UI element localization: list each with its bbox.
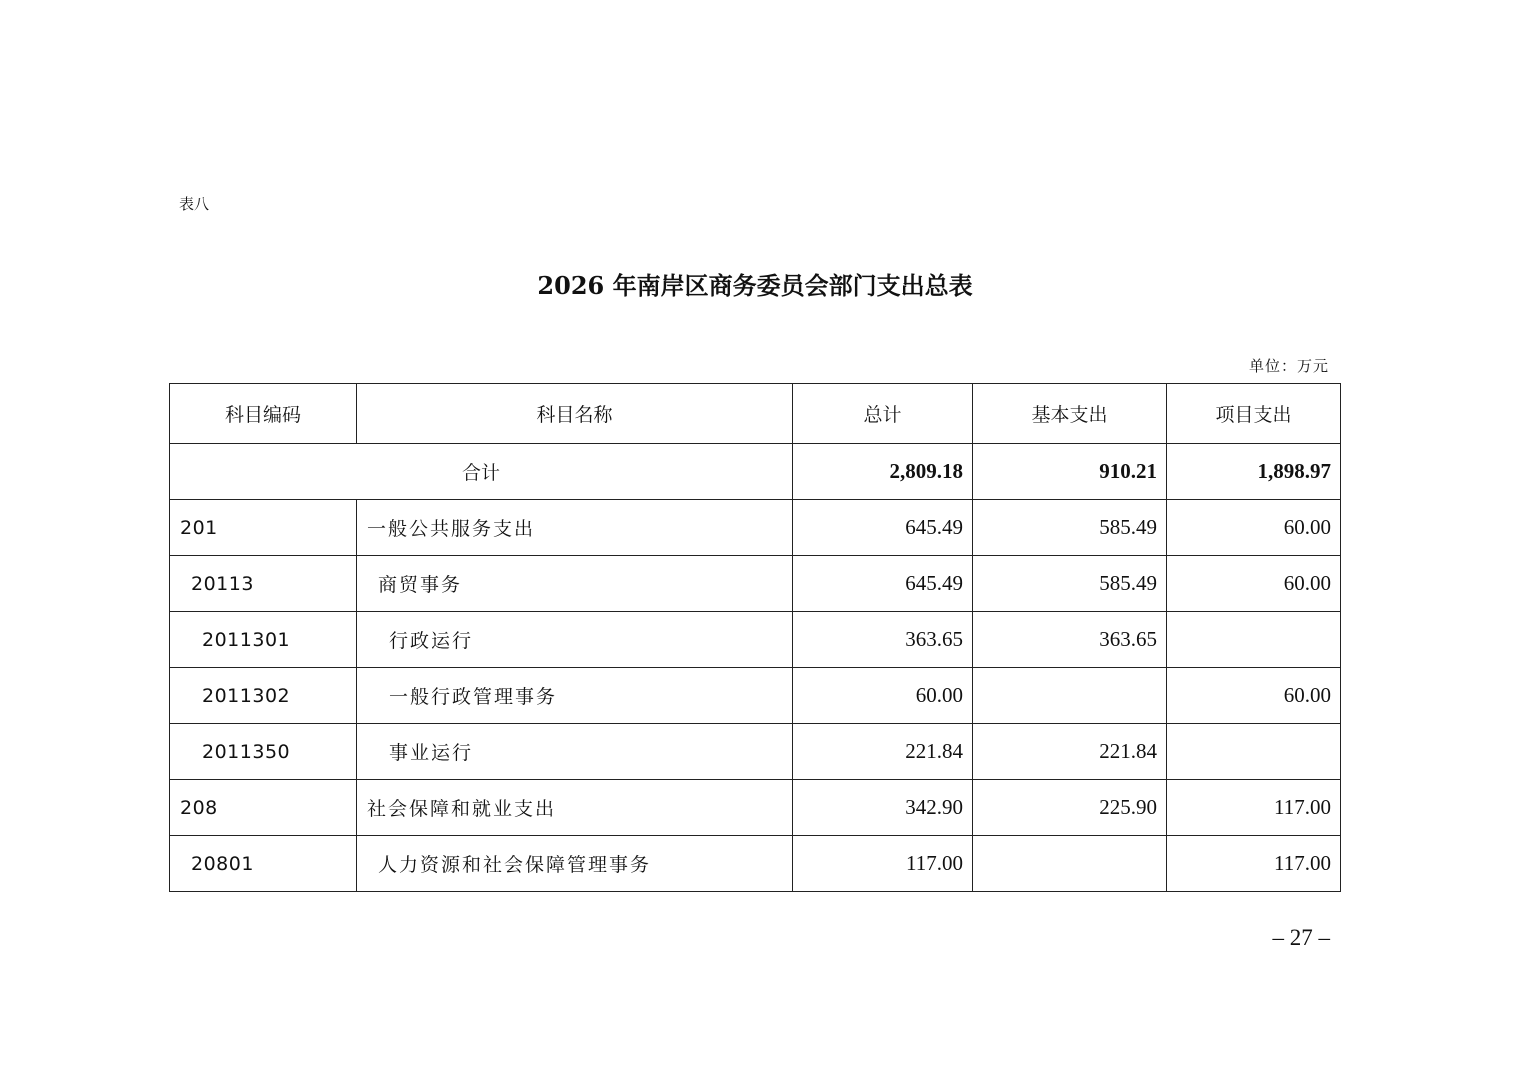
row-project: 60.00 bbox=[1167, 556, 1341, 612]
row-total: 221.84 bbox=[793, 724, 973, 780]
row-project: 60.00 bbox=[1167, 500, 1341, 556]
header-total: 总计 bbox=[793, 384, 973, 444]
expenditure-table bbox=[169, 383, 1341, 892]
header-code: 科目编码 bbox=[170, 384, 357, 444]
table-row bbox=[170, 780, 1341, 836]
table-row bbox=[170, 668, 1341, 724]
page-number: – 27 – bbox=[1272, 925, 1330, 950]
summary-label: 合计 bbox=[170, 444, 793, 500]
row-code: 201 bbox=[170, 500, 357, 556]
row-total: 342.90 bbox=[793, 780, 973, 836]
row-basic bbox=[973, 668, 1167, 724]
row-project bbox=[1167, 612, 1341, 668]
row-code: 208 bbox=[170, 780, 357, 836]
table-row bbox=[170, 612, 1341, 668]
row-basic: 225.90 bbox=[973, 780, 1167, 836]
row-code: 2011301 bbox=[170, 612, 357, 668]
header-project: 项目支出 bbox=[1167, 384, 1341, 444]
row-code: 20801 bbox=[170, 836, 357, 892]
row-name: 事业运行 bbox=[357, 724, 793, 780]
row-name: 商贸事务 bbox=[357, 556, 793, 612]
header-name: 科目名称 bbox=[357, 384, 793, 444]
summary-project: 1,898.97 bbox=[1167, 444, 1341, 500]
table-label: 表八 bbox=[179, 195, 210, 213]
row-basic: 221.84 bbox=[973, 724, 1167, 780]
row-code: 2011350 bbox=[170, 724, 357, 780]
table-row bbox=[170, 500, 1341, 556]
summary-basic: 910.21 bbox=[973, 444, 1167, 500]
unit-label: 单位：万元 bbox=[1248, 357, 1329, 375]
table-row bbox=[170, 724, 1341, 780]
row-name: 行政运行 bbox=[357, 612, 793, 668]
table-row bbox=[170, 556, 1341, 612]
row-name: 人力资源和社会保障管理事务 bbox=[357, 836, 793, 892]
header-basic: 基本支出 bbox=[973, 384, 1167, 444]
row-code: 20113 bbox=[170, 556, 357, 612]
row-total: 363.65 bbox=[793, 612, 973, 668]
row-total: 117.00 bbox=[793, 836, 973, 892]
row-basic bbox=[973, 836, 1167, 892]
row-name: 社会保障和就业支出 bbox=[357, 780, 793, 836]
row-name: 一般行政管理事务 bbox=[357, 668, 793, 724]
table-header-row bbox=[170, 384, 1341, 444]
row-total: 645.49 bbox=[793, 500, 973, 556]
row-basic: 585.49 bbox=[973, 556, 1167, 612]
row-project: 117.00 bbox=[1167, 780, 1341, 836]
summary-total: 2,809.18 bbox=[793, 444, 973, 500]
row-project bbox=[1167, 724, 1341, 780]
row-code: 2011302 bbox=[170, 668, 357, 724]
row-total: 645.49 bbox=[793, 556, 973, 612]
row-name: 一般公共服务支出 bbox=[357, 500, 793, 556]
row-basic: 363.65 bbox=[973, 612, 1167, 668]
table-row bbox=[170, 836, 1341, 892]
summary-row bbox=[170, 444, 1341, 500]
row-basic: 585.49 bbox=[973, 500, 1167, 556]
page-title: 2026 年南岸区商务委员会部门支出总表 bbox=[537, 271, 973, 300]
row-project: 60.00 bbox=[1167, 668, 1341, 724]
row-project: 117.00 bbox=[1167, 836, 1341, 892]
row-total: 60.00 bbox=[793, 668, 973, 724]
